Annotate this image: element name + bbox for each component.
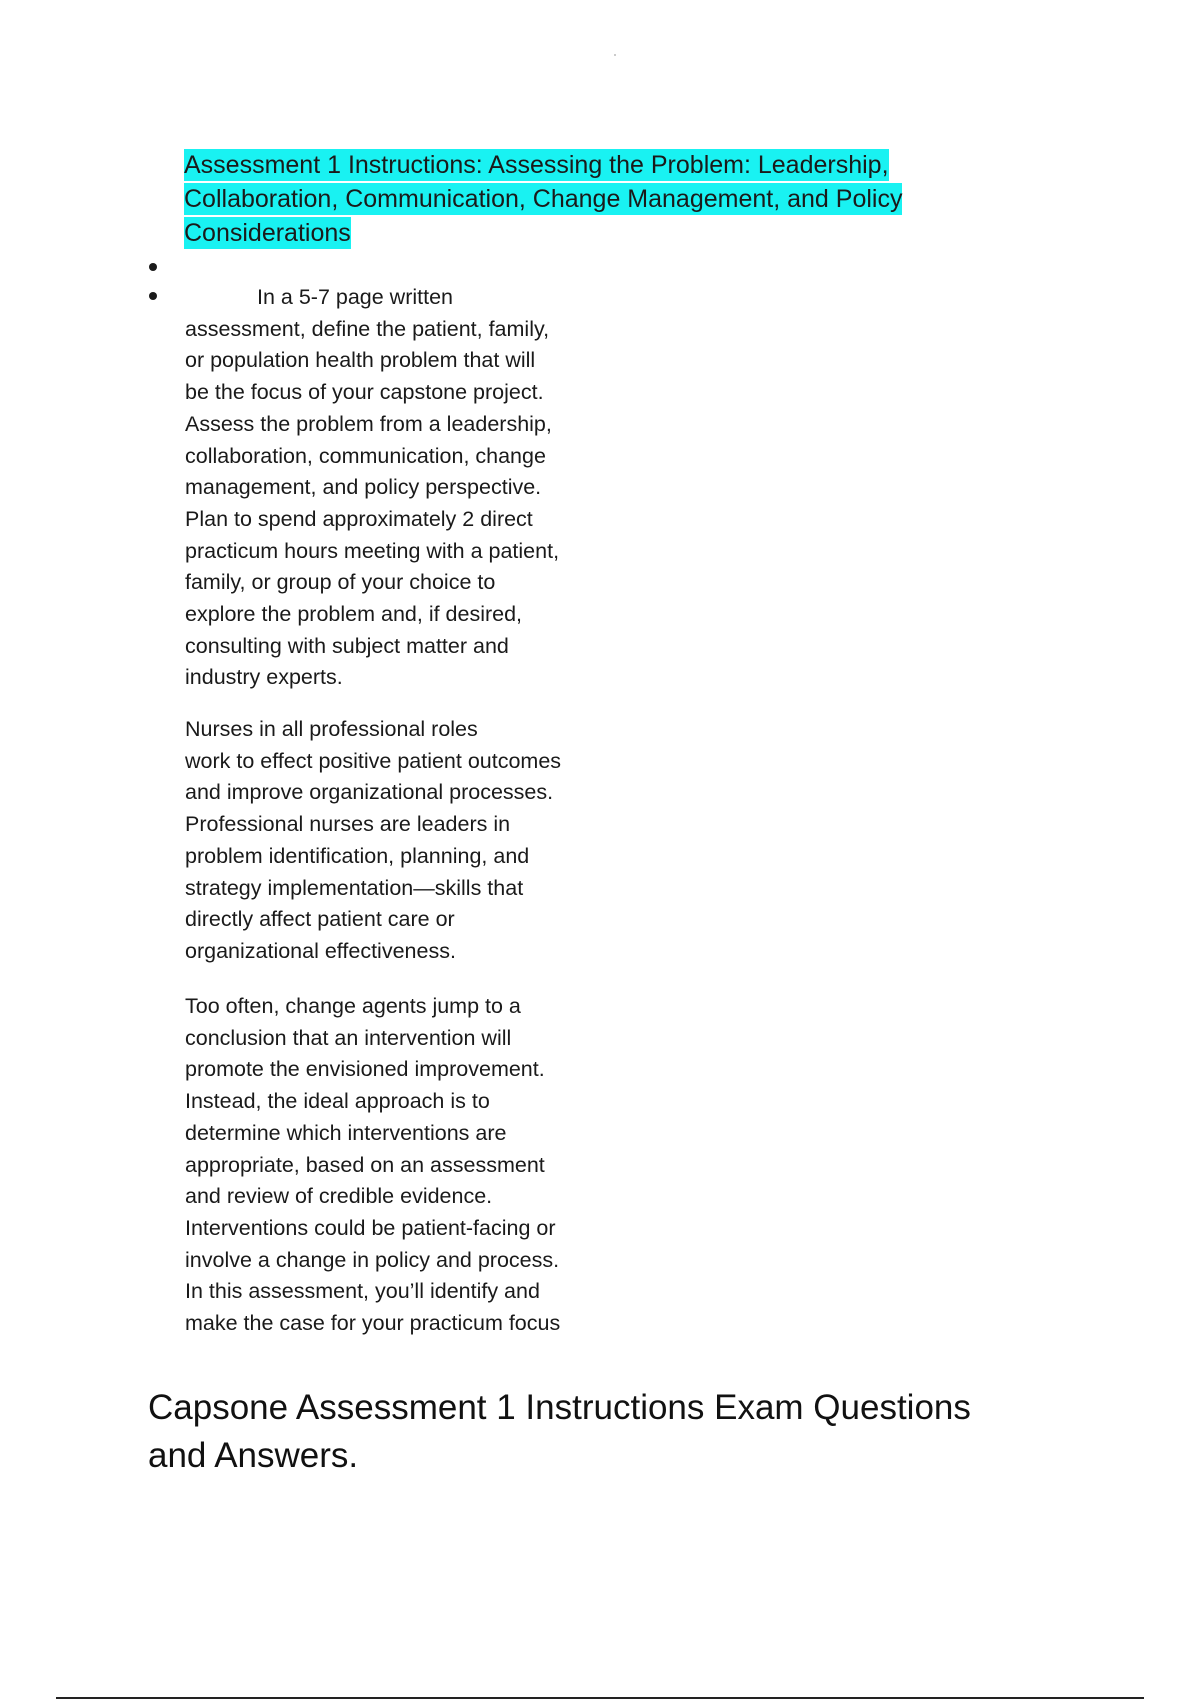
paragraph-1-lead: In a 5-7 page written xyxy=(257,285,454,309)
paragraph-nurses-roles: Nurses in all professional roles work to effect positive patient outcomes and improve organizational processes. Professional nurses are leaders in problem identification, planning, and strategy implementation—skills that directly affect patient care or organizational effectiveness. xyxy=(185,717,562,963)
highlighted-title-text: Assessment 1 Instructions: Assessing the Problem: Leadership, Collaboration, Communication, Change Management, and Policy Considerations xyxy=(184,151,903,247)
paragraph-change-agents: Too often, change agents jump to a conclusion that an intervention will promote the envisioned improvement. Instead, the ideal approach is to determine which interventions are appropriate, based on an assessment and review of credible evidence. Interventions could be patient-facing or involve a change in policy and process. In this assessment, you’ll identify and make the case for your practicum focus xyxy=(185,994,561,1336)
header-mark xyxy=(614,54,616,56)
document-title xyxy=(184,148,944,250)
paragraph-1-rest: assessment, define the patient, family, or population health problem that will be the focus of your capstone project. Assess the problem from a leadership, collaboration, communication, change management, and policy perspective. Plan to spend approximately 2 direct practicum hours meeting with a patient, family, or group of your choice to explore the problem and, if desired, consulting with subject matter and industry experts. xyxy=(185,316,560,690)
bullet-paragraph xyxy=(149,292,157,300)
exam-questions-heading: Capsone Assessment 1 Instructions Exam Questions and Answers. xyxy=(148,1388,971,1475)
paragraph-assessment-overview xyxy=(185,282,625,694)
bottom-divider xyxy=(56,1697,1144,1699)
bullet-empty xyxy=(149,263,157,271)
